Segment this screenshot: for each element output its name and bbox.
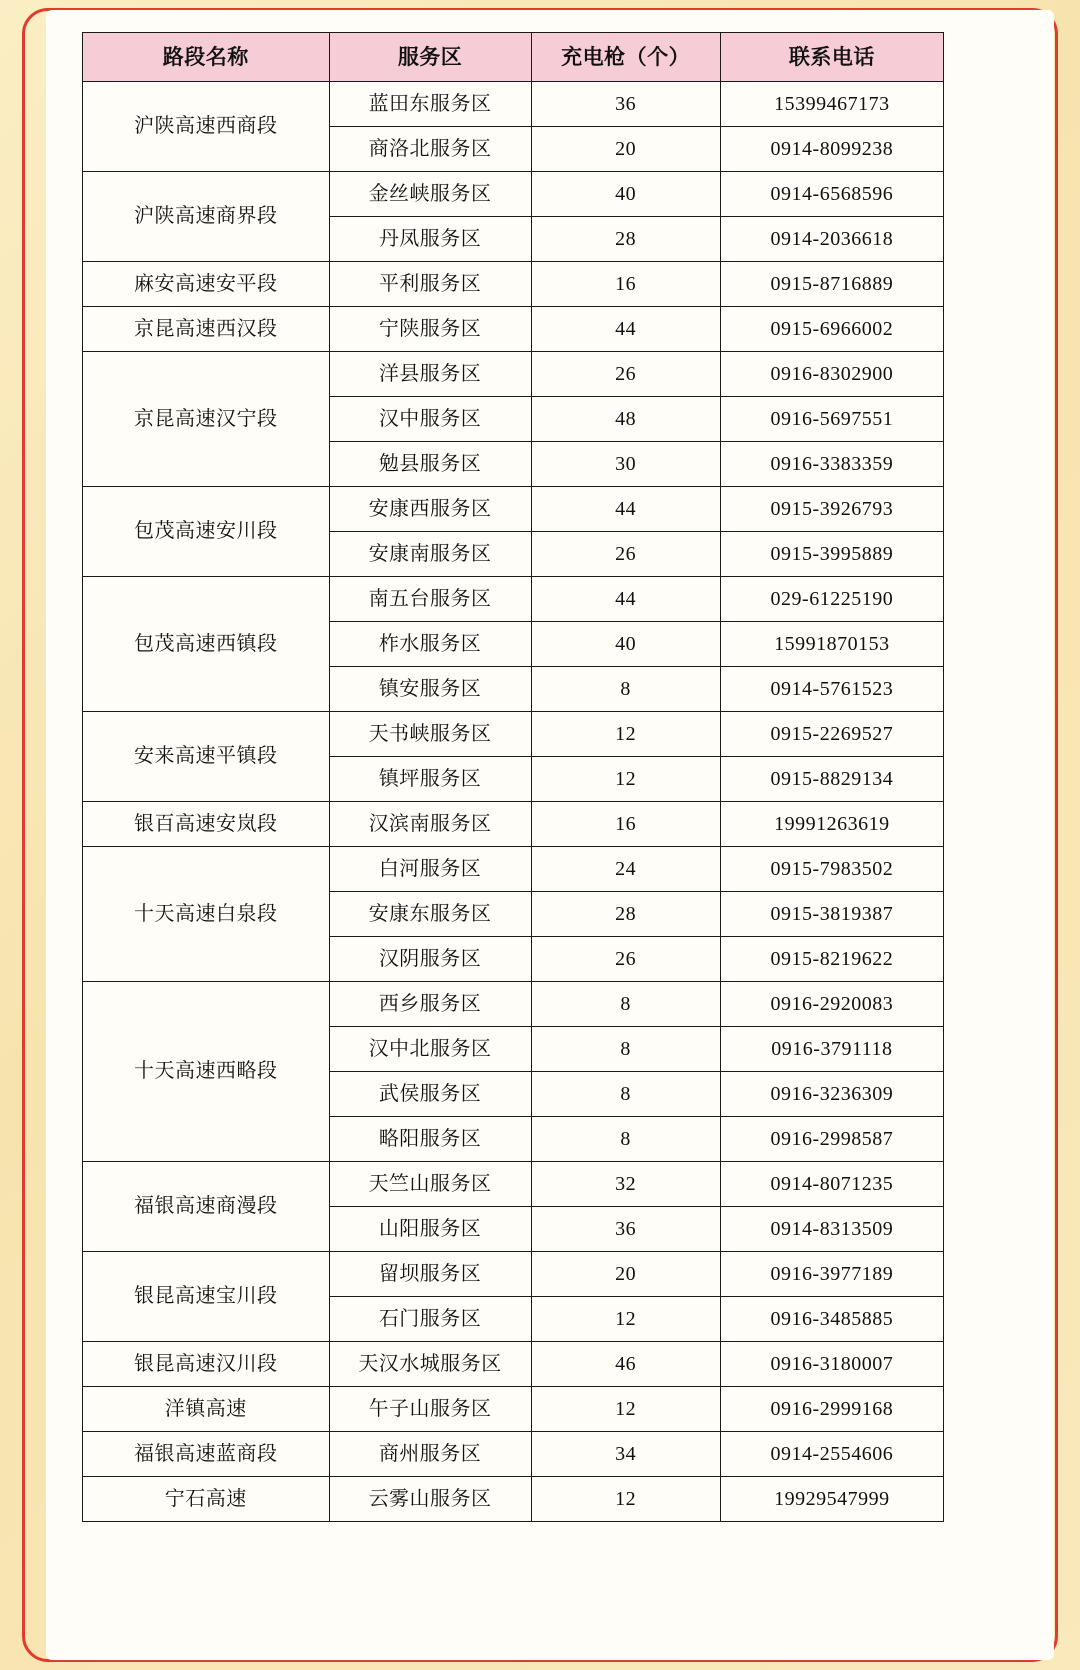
cell-charging-guns: 36 bbox=[531, 1207, 720, 1252]
cell-service-area: 天竺山服务区 bbox=[329, 1162, 531, 1207]
cell-charging-guns: 32 bbox=[531, 1162, 720, 1207]
cell-phone: 0916-3180007 bbox=[720, 1342, 943, 1387]
table-row bbox=[83, 1252, 944, 1297]
cell-phone: 0915-8716889 bbox=[720, 262, 943, 307]
cell-service-area: 午子山服务区 bbox=[329, 1387, 531, 1432]
cell-service-area: 武侯服务区 bbox=[329, 1072, 531, 1117]
cell-phone: 19929547999 bbox=[720, 1477, 943, 1522]
cell-phone: 0915-8829134 bbox=[720, 757, 943, 802]
table-row bbox=[83, 307, 944, 352]
cell-charging-guns: 8 bbox=[531, 1072, 720, 1117]
table-row bbox=[83, 262, 944, 307]
cell-road-name: 十天高速白泉段 bbox=[83, 847, 330, 982]
cell-charging-guns: 46 bbox=[531, 1342, 720, 1387]
cell-road-name: 京昆高速汉宁段 bbox=[83, 352, 330, 487]
cell-charging-guns: 12 bbox=[531, 712, 720, 757]
cell-charging-guns: 34 bbox=[531, 1432, 720, 1477]
cell-service-area: 汉中服务区 bbox=[329, 397, 531, 442]
cell-phone: 0915-7983502 bbox=[720, 847, 943, 892]
cell-service-area: 镇安服务区 bbox=[329, 667, 531, 712]
cell-charging-guns: 40 bbox=[531, 172, 720, 217]
cell-phone: 0916-3791118 bbox=[720, 1027, 943, 1072]
cell-road-name: 沪陕高速商界段 bbox=[83, 172, 330, 262]
table-row bbox=[83, 172, 944, 217]
cell-service-area: 商洛北服务区 bbox=[329, 127, 531, 172]
cell-phone: 0914-2554606 bbox=[720, 1432, 943, 1477]
table-body bbox=[83, 82, 944, 1522]
cell-service-area: 镇坪服务区 bbox=[329, 757, 531, 802]
cell-phone: 0915-6966002 bbox=[720, 307, 943, 352]
cell-service-area: 洋县服务区 bbox=[329, 352, 531, 397]
cell-charging-guns: 12 bbox=[531, 1477, 720, 1522]
cell-phone: 0914-8099238 bbox=[720, 127, 943, 172]
cell-charging-guns: 28 bbox=[531, 217, 720, 262]
cell-road-name: 麻安高速安平段 bbox=[83, 262, 330, 307]
cell-phone: 0915-8219622 bbox=[720, 937, 943, 982]
cell-road-name: 银昆高速汉川段 bbox=[83, 1342, 330, 1387]
cell-charging-guns: 26 bbox=[531, 352, 720, 397]
table-row bbox=[83, 982, 944, 1027]
cell-phone: 0916-3977189 bbox=[720, 1252, 943, 1297]
cell-charging-guns: 44 bbox=[531, 577, 720, 622]
cell-road-name: 银百高速安岚段 bbox=[83, 802, 330, 847]
cell-phone: 0916-5697551 bbox=[720, 397, 943, 442]
table-row bbox=[83, 1477, 944, 1522]
cell-phone: 0915-3926793 bbox=[720, 487, 943, 532]
cell-road-name: 安来高速平镇段 bbox=[83, 712, 330, 802]
cell-service-area: 金丝峡服务区 bbox=[329, 172, 531, 217]
cell-charging-guns: 16 bbox=[531, 262, 720, 307]
cell-service-area: 汉滨南服务区 bbox=[329, 802, 531, 847]
table-row bbox=[83, 847, 944, 892]
cell-phone: 0915-2269527 bbox=[720, 712, 943, 757]
cell-service-area: 丹凤服务区 bbox=[329, 217, 531, 262]
cell-service-area: 平利服务区 bbox=[329, 262, 531, 307]
cell-charging-guns: 8 bbox=[531, 1027, 720, 1072]
cell-service-area: 石门服务区 bbox=[329, 1297, 531, 1342]
cell-phone: 029-61225190 bbox=[720, 577, 943, 622]
table-row bbox=[83, 1162, 944, 1207]
cell-service-area: 汉中北服务区 bbox=[329, 1027, 531, 1072]
cell-service-area: 蓝田东服务区 bbox=[329, 82, 531, 127]
cell-road-name: 福银高速蓝商段 bbox=[83, 1432, 330, 1477]
cell-phone: 0916-8302900 bbox=[720, 352, 943, 397]
table-row bbox=[83, 1342, 944, 1387]
cell-phone: 0916-3485885 bbox=[720, 1297, 943, 1342]
cell-service-area: 商州服务区 bbox=[329, 1432, 531, 1477]
cell-road-name: 十天高速西略段 bbox=[83, 982, 330, 1162]
cell-road-name: 福银高速商漫段 bbox=[83, 1162, 330, 1252]
cell-service-area: 宁陕服务区 bbox=[329, 307, 531, 352]
cell-charging-guns: 44 bbox=[531, 307, 720, 352]
column-header-phone: 联系电话 bbox=[720, 33, 943, 82]
content-panel bbox=[46, 10, 1054, 1660]
cell-phone: 19991263619 bbox=[720, 802, 943, 847]
cell-charging-guns: 40 bbox=[531, 622, 720, 667]
cell-phone: 0915-3995889 bbox=[720, 532, 943, 577]
cell-service-area: 白河服务区 bbox=[329, 847, 531, 892]
cell-phone: 0914-8071235 bbox=[720, 1162, 943, 1207]
cell-service-area: 安康西服务区 bbox=[329, 487, 531, 532]
table-row bbox=[83, 82, 944, 127]
cell-charging-guns: 28 bbox=[531, 892, 720, 937]
cell-charging-guns: 12 bbox=[531, 1387, 720, 1432]
cell-phone: 15991870153 bbox=[720, 622, 943, 667]
cell-charging-guns: 16 bbox=[531, 802, 720, 847]
table-header bbox=[83, 33, 944, 82]
cell-road-name: 沪陕高速西商段 bbox=[83, 82, 330, 172]
cell-phone: 15399467173 bbox=[720, 82, 943, 127]
cell-road-name: 京昆高速西汉段 bbox=[83, 307, 330, 352]
column-header-charging-guns: 充电枪（个） bbox=[531, 33, 720, 82]
cell-charging-guns: 44 bbox=[531, 487, 720, 532]
cell-phone: 0914-6568596 bbox=[720, 172, 943, 217]
cell-service-area: 西乡服务区 bbox=[329, 982, 531, 1027]
cell-service-area: 柞水服务区 bbox=[329, 622, 531, 667]
cell-phone: 0916-2998587 bbox=[720, 1117, 943, 1162]
cell-service-area: 汉阴服务区 bbox=[329, 937, 531, 982]
cell-road-name: 宁石高速 bbox=[83, 1477, 330, 1522]
cell-phone: 0916-2999168 bbox=[720, 1387, 943, 1432]
cell-phone: 0914-5761523 bbox=[720, 667, 943, 712]
cell-charging-guns: 26 bbox=[531, 532, 720, 577]
cell-phone: 0915-3819387 bbox=[720, 892, 943, 937]
cell-charging-guns: 8 bbox=[531, 667, 720, 712]
cell-service-area: 云雾山服务区 bbox=[329, 1477, 531, 1522]
cell-road-name: 包茂高速安川段 bbox=[83, 487, 330, 577]
cell-charging-guns: 36 bbox=[531, 82, 720, 127]
cell-charging-guns: 20 bbox=[531, 1252, 720, 1297]
cell-service-area: 勉县服务区 bbox=[329, 442, 531, 487]
table-row bbox=[83, 487, 944, 532]
cell-charging-guns: 26 bbox=[531, 937, 720, 982]
cell-service-area: 南五台服务区 bbox=[329, 577, 531, 622]
cell-service-area: 安康东服务区 bbox=[329, 892, 531, 937]
cell-service-area: 留坝服务区 bbox=[329, 1252, 531, 1297]
cell-service-area: 略阳服务区 bbox=[329, 1117, 531, 1162]
column-header-service-area: 服务区 bbox=[329, 33, 531, 82]
cell-road-name: 包茂高速西镇段 bbox=[83, 577, 330, 712]
cell-charging-guns: 12 bbox=[531, 1297, 720, 1342]
cell-phone: 0916-3236309 bbox=[720, 1072, 943, 1117]
cell-charging-guns: 12 bbox=[531, 757, 720, 802]
cell-charging-guns: 48 bbox=[531, 397, 720, 442]
cell-service-area: 天书峡服务区 bbox=[329, 712, 531, 757]
table-row bbox=[83, 712, 944, 757]
table-header-row bbox=[83, 33, 944, 82]
table-row bbox=[83, 577, 944, 622]
cell-charging-guns: 20 bbox=[531, 127, 720, 172]
cell-charging-guns: 8 bbox=[531, 982, 720, 1027]
table-row bbox=[83, 352, 944, 397]
cell-charging-guns: 8 bbox=[531, 1117, 720, 1162]
cell-phone: 0914-2036618 bbox=[720, 217, 943, 262]
table-row bbox=[83, 1432, 944, 1477]
table-row bbox=[83, 1387, 944, 1432]
charging-stations-table-container bbox=[82, 32, 944, 1522]
cell-service-area: 山阳服务区 bbox=[329, 1207, 531, 1252]
cell-road-name: 洋镇高速 bbox=[83, 1387, 330, 1432]
cell-charging-guns: 30 bbox=[531, 442, 720, 487]
charging-stations-table bbox=[82, 32, 944, 1522]
cell-road-name: 银昆高速宝川段 bbox=[83, 1252, 330, 1342]
cell-phone: 0916-2920083 bbox=[720, 982, 943, 1027]
table-row bbox=[83, 802, 944, 847]
cell-phone: 0914-8313509 bbox=[720, 1207, 943, 1252]
cell-service-area: 安康南服务区 bbox=[329, 532, 531, 577]
cell-phone: 0916-3383359 bbox=[720, 442, 943, 487]
cell-service-area: 天汉水城服务区 bbox=[329, 1342, 531, 1387]
cell-charging-guns: 24 bbox=[531, 847, 720, 892]
column-header-road: 路段名称 bbox=[83, 33, 330, 82]
